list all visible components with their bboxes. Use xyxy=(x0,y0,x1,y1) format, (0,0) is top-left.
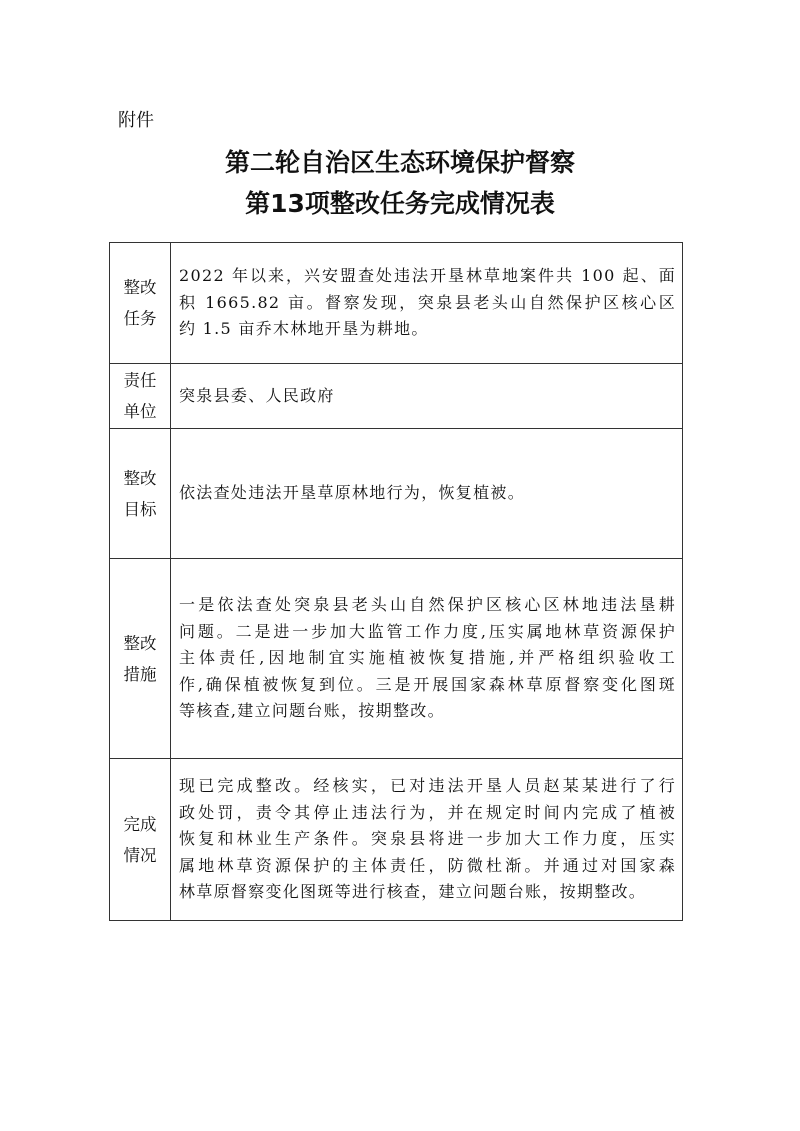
row-content xyxy=(171,559,683,759)
content-line: 林草原督察变化图斑等进行核查，建立问题台账，按期整改。 xyxy=(179,882,647,902)
content-line: 依法查处违法开垦草原林地行为，恢复植被。 xyxy=(179,483,526,503)
content-line: 问题。二是进一步加大监管工作力度,压实属地林草资源保护 xyxy=(179,621,676,641)
content-line: 作,确保植被恢复到位。三是开展国家森林草原督察变化图斑 xyxy=(179,674,676,694)
row-label-text: 任务 xyxy=(123,309,157,328)
table-row xyxy=(110,243,683,364)
content-line: 突泉县委、人民政府 xyxy=(179,385,335,405)
content-line: 恢复和林业生产条件。突泉县将进一步加大工作力度，压实 xyxy=(179,829,676,849)
content-line: 主体责任,因地制宜实施植被恢复措施,并严格组织验收工 xyxy=(179,648,676,668)
content-line: 政处罚，责令其停止违法行为，并在规定时间内完成了植被 xyxy=(179,802,676,822)
row-label xyxy=(110,429,171,559)
row-label xyxy=(110,364,171,429)
row-label-text: 责任 xyxy=(123,371,157,390)
row-label-text: 情况 xyxy=(123,845,157,865)
attachment-label: 附件 xyxy=(118,110,154,131)
row-label-text: 整改 xyxy=(123,278,157,297)
content-line: 2022 年以来，兴安盟查处违法开垦林草地案件共 100 起、面 xyxy=(179,266,676,286)
document-title-line1: 第二轮自治区生态环境保护督察 xyxy=(224,148,575,177)
row-label xyxy=(110,759,171,921)
row-label-text: 完成 xyxy=(123,814,157,834)
row-label-text: 整改 xyxy=(123,468,157,488)
table-row xyxy=(110,429,683,559)
content-line: 约 1.5 亩乔木林地开垦为耕地。 xyxy=(179,319,429,339)
row-label xyxy=(110,559,171,759)
row-label-text: 整改 xyxy=(123,633,157,653)
row-content xyxy=(171,243,683,364)
row-label xyxy=(110,243,171,364)
content-line: 积 1665.82 亩。督察发现，突泉县老头山自然保护区核心区 xyxy=(179,292,676,312)
content-line: 等核查,建立问题台账，按期整改。 xyxy=(179,701,445,721)
table-row xyxy=(110,364,683,429)
table-row xyxy=(110,759,683,921)
content-line: 属地林草资源保护的主体责任，防微杜渐。并通过对国家森 xyxy=(179,855,676,875)
table-row xyxy=(110,559,683,759)
row-label-text: 单位 xyxy=(123,402,157,421)
row-content xyxy=(171,759,683,921)
row-label-text: 措施 xyxy=(123,664,157,684)
rectification-table xyxy=(109,242,683,921)
document-title-line2: 第13项整改任务完成情况表 xyxy=(245,189,555,218)
row-label-text: 目标 xyxy=(123,499,157,519)
row-content xyxy=(171,364,683,429)
content-line: 一是依法查处突泉县老头山自然保护区核心区林地违法垦耕 xyxy=(179,595,676,615)
content-line: 现已完成整改。经核实，已对违法开垦人员赵某某进行了行 xyxy=(179,776,676,796)
row-content xyxy=(171,429,683,559)
